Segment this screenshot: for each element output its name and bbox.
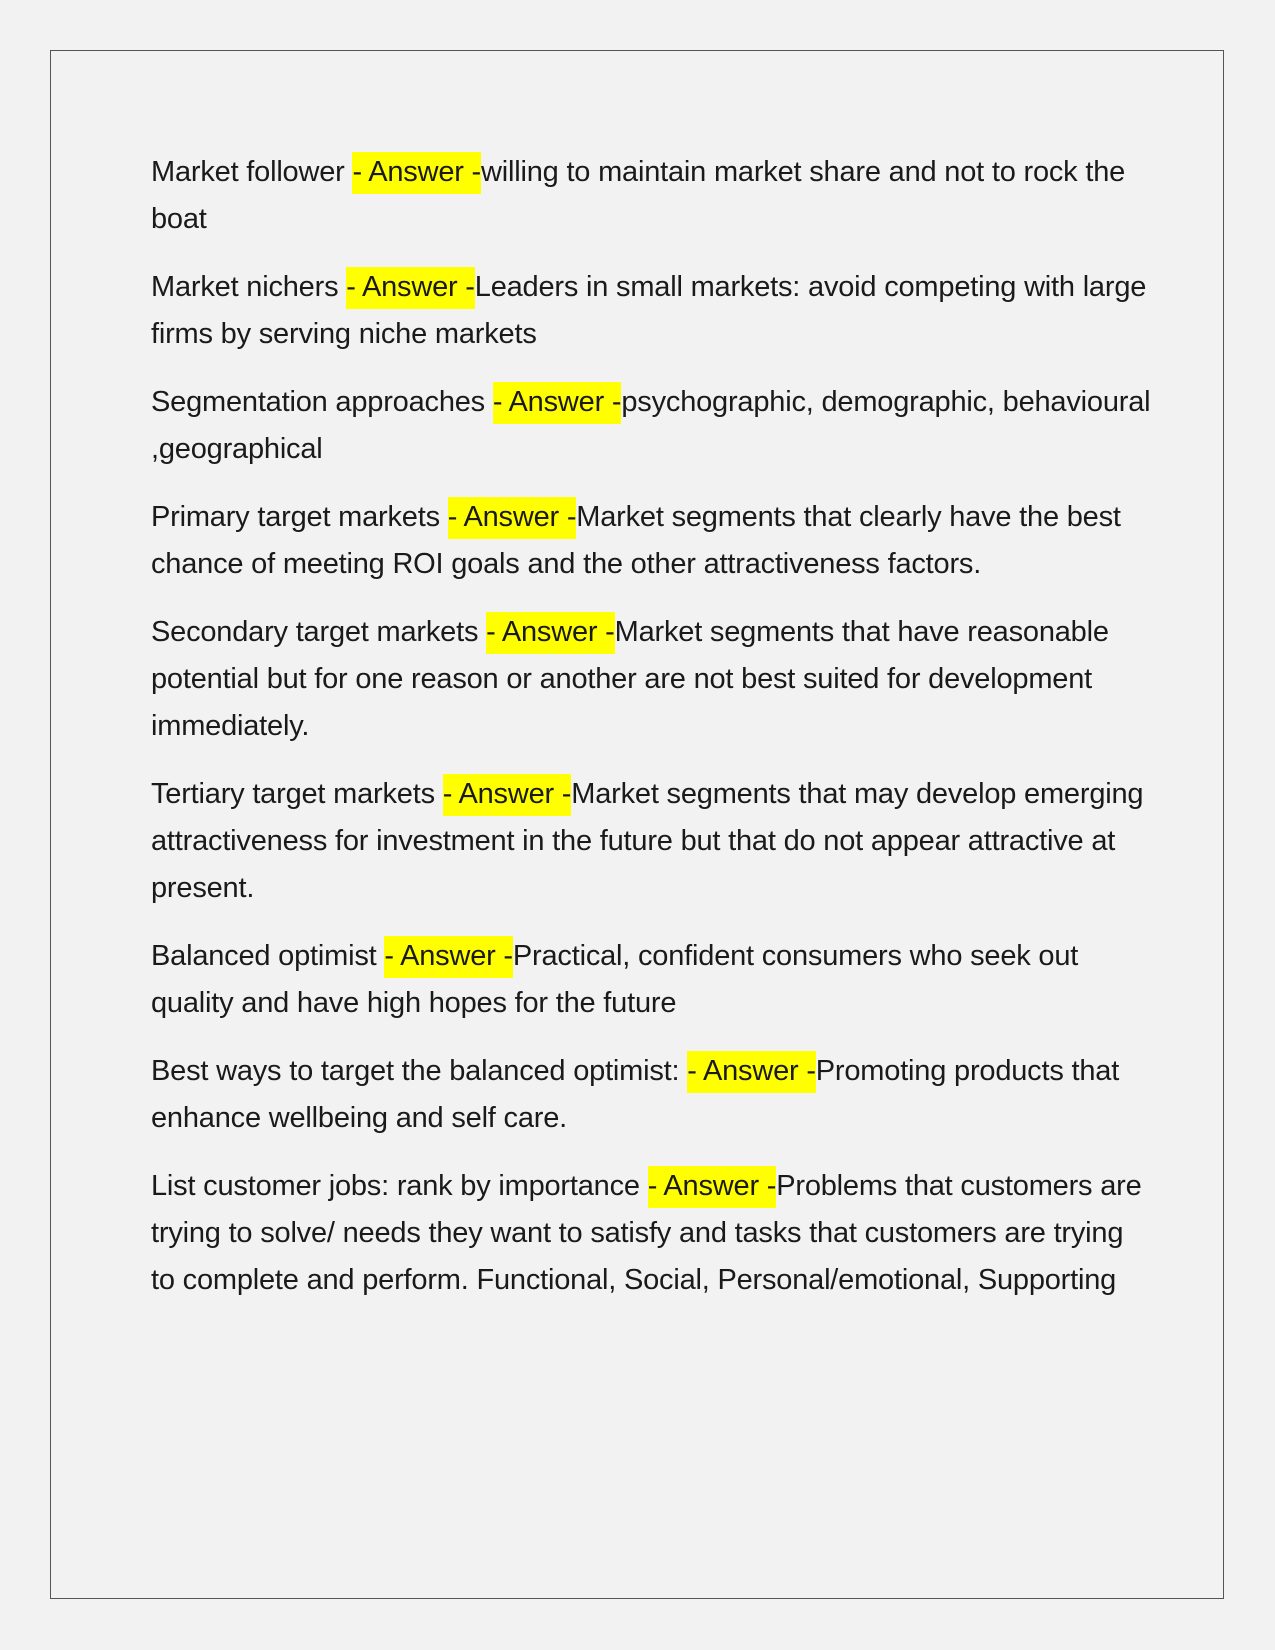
answer-highlight: - Answer - bbox=[687, 1051, 816, 1093]
page-frame bbox=[50, 50, 1224, 1599]
entry-primary-target-markets bbox=[151, 494, 1151, 588]
entry-balanced-optimist bbox=[151, 933, 1151, 1027]
entry-term: Secondary target markets bbox=[151, 616, 487, 648]
entry-term: Primary target markets bbox=[151, 501, 448, 533]
entry-definition: psychographic, demographic, behavioural ,geographical bbox=[151, 386, 1151, 465]
entry-term: Best ways to target the balanced optimist: bbox=[151, 1055, 688, 1087]
entry-definition: Promoting products that enhance wellbeing and self care. bbox=[151, 1055, 1120, 1134]
entry-definition: Market segments that clearly have the best chance of meeting ROI goals and the other attractiveness factors. bbox=[151, 501, 1121, 580]
entry-term: Market follower bbox=[151, 156, 353, 188]
answer-highlight: - Answer - bbox=[443, 774, 572, 816]
document-body bbox=[151, 149, 1151, 1325]
entry-definition: Market segments that may develop emerging attractiveness for investment in the future but that do not appear attractive at present. bbox=[151, 778, 1144, 904]
answer-highlight: - Answer - bbox=[352, 152, 481, 194]
entry-segmentation-approaches bbox=[151, 379, 1151, 473]
entry-term: Balanced optimist bbox=[151, 940, 385, 972]
answer-highlight: - Answer - bbox=[384, 936, 513, 978]
entry-definition: Market segments that have reasonable potential but for one reason or another are not best suited for development immediately. bbox=[151, 616, 1109, 742]
entry-market-follower bbox=[151, 149, 1151, 243]
answer-highlight: - Answer - bbox=[486, 612, 615, 654]
entry-market-nichers bbox=[151, 264, 1151, 358]
entry-definition: Leaders in small markets: avoid competing with large firms by serving niche markets bbox=[151, 271, 1147, 350]
answer-highlight: - Answer - bbox=[448, 497, 577, 539]
entry-definition: Problems that customers are trying to solve/ needs they want to satisfy and tasks that customers are trying to complete and perform. Functional, Social, Personal/emotional, Supporting bbox=[151, 1170, 1142, 1296]
entry-definition: Practical, confident consumers who seek out quality and have high hopes for the future bbox=[151, 940, 1079, 1019]
answer-highlight: - Answer - bbox=[346, 267, 475, 309]
answer-highlight: - Answer - bbox=[648, 1166, 777, 1208]
entry-term: Segmentation approaches bbox=[151, 386, 493, 418]
entry-tertiary-target-markets bbox=[151, 771, 1151, 912]
entry-term: List customer jobs: rank by importance bbox=[151, 1170, 648, 1202]
entry-definition: willing to maintain market share and not to rock the boat bbox=[151, 156, 1126, 235]
entry-customer-jobs bbox=[151, 1163, 1151, 1304]
answer-highlight: - Answer - bbox=[493, 382, 622, 424]
entry-target-balanced-optimist bbox=[151, 1048, 1151, 1142]
entry-term: Market nichers bbox=[151, 271, 347, 303]
entry-secondary-target-markets bbox=[151, 609, 1151, 750]
entry-term: Tertiary target markets bbox=[151, 778, 443, 810]
